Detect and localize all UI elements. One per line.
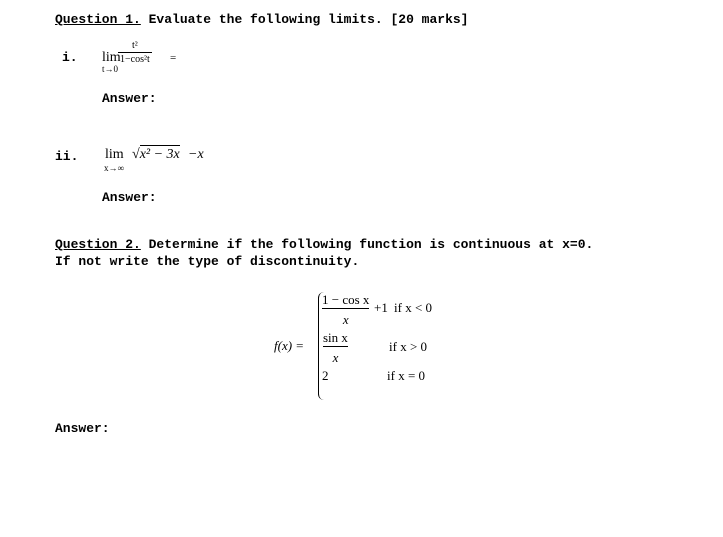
equals-sign: = — [170, 52, 177, 64]
case-3-value: 2 — [322, 368, 329, 383]
answer-label-i: Answer: — [102, 91, 157, 106]
limit-subscript-i: t→0 — [102, 64, 119, 74]
piecewise-case-2-fraction — [323, 330, 348, 366]
question-1-instruction: Evaluate the following limits. [20 marks] — [140, 12, 469, 27]
case-2-numerator: sin x — [323, 330, 348, 345]
answer-label-q2: Answer: — [55, 421, 110, 436]
part-i-label: i. — [62, 50, 78, 65]
minus-x-term: −x — [188, 147, 204, 162]
limit-subscript-ii: x→∞ — [104, 163, 124, 173]
question-2-instruction: Determine if the following function is continuous at x=0. — [140, 237, 594, 252]
function-name: f(x) = — [274, 338, 305, 353]
radical-sign: √ — [132, 147, 140, 162]
question-2-instruction-line2: If not write the type of discontinuity. — [55, 254, 360, 269]
limit-operator-ii: lim — [105, 147, 124, 162]
fraction-numerator: t² — [131, 40, 138, 51]
case-2-condition: if x > 0 — [389, 339, 428, 354]
fraction-denominator: 1−cos²t — [120, 54, 150, 65]
piecewise-case-1-fraction — [322, 292, 369, 328]
question-1-number: Question 1. — [55, 12, 141, 27]
answer-label-ii: Answer: — [102, 190, 157, 205]
case-1-condition: if x < 0 — [394, 300, 433, 315]
case-1-denominator: x — [322, 308, 369, 328]
case-1-numerator: 1 − cos x — [322, 292, 370, 307]
part-ii-label: ii. — [55, 149, 79, 164]
question-1-heading — [55, 12, 468, 27]
question-2-number: Question 2. — [55, 237, 141, 252]
limit-operator-i: lim — [102, 50, 121, 65]
case-3-condition: if x = 0 — [387, 368, 426, 383]
radicand: x² − 3x — [139, 147, 180, 162]
limit-fraction-i — [118, 40, 152, 65]
question-2-heading — [55, 237, 593, 252]
square-root-expression — [132, 147, 180, 163]
case-1-suffix: +1 — [374, 300, 388, 315]
case-2-denominator: x — [323, 346, 348, 366]
